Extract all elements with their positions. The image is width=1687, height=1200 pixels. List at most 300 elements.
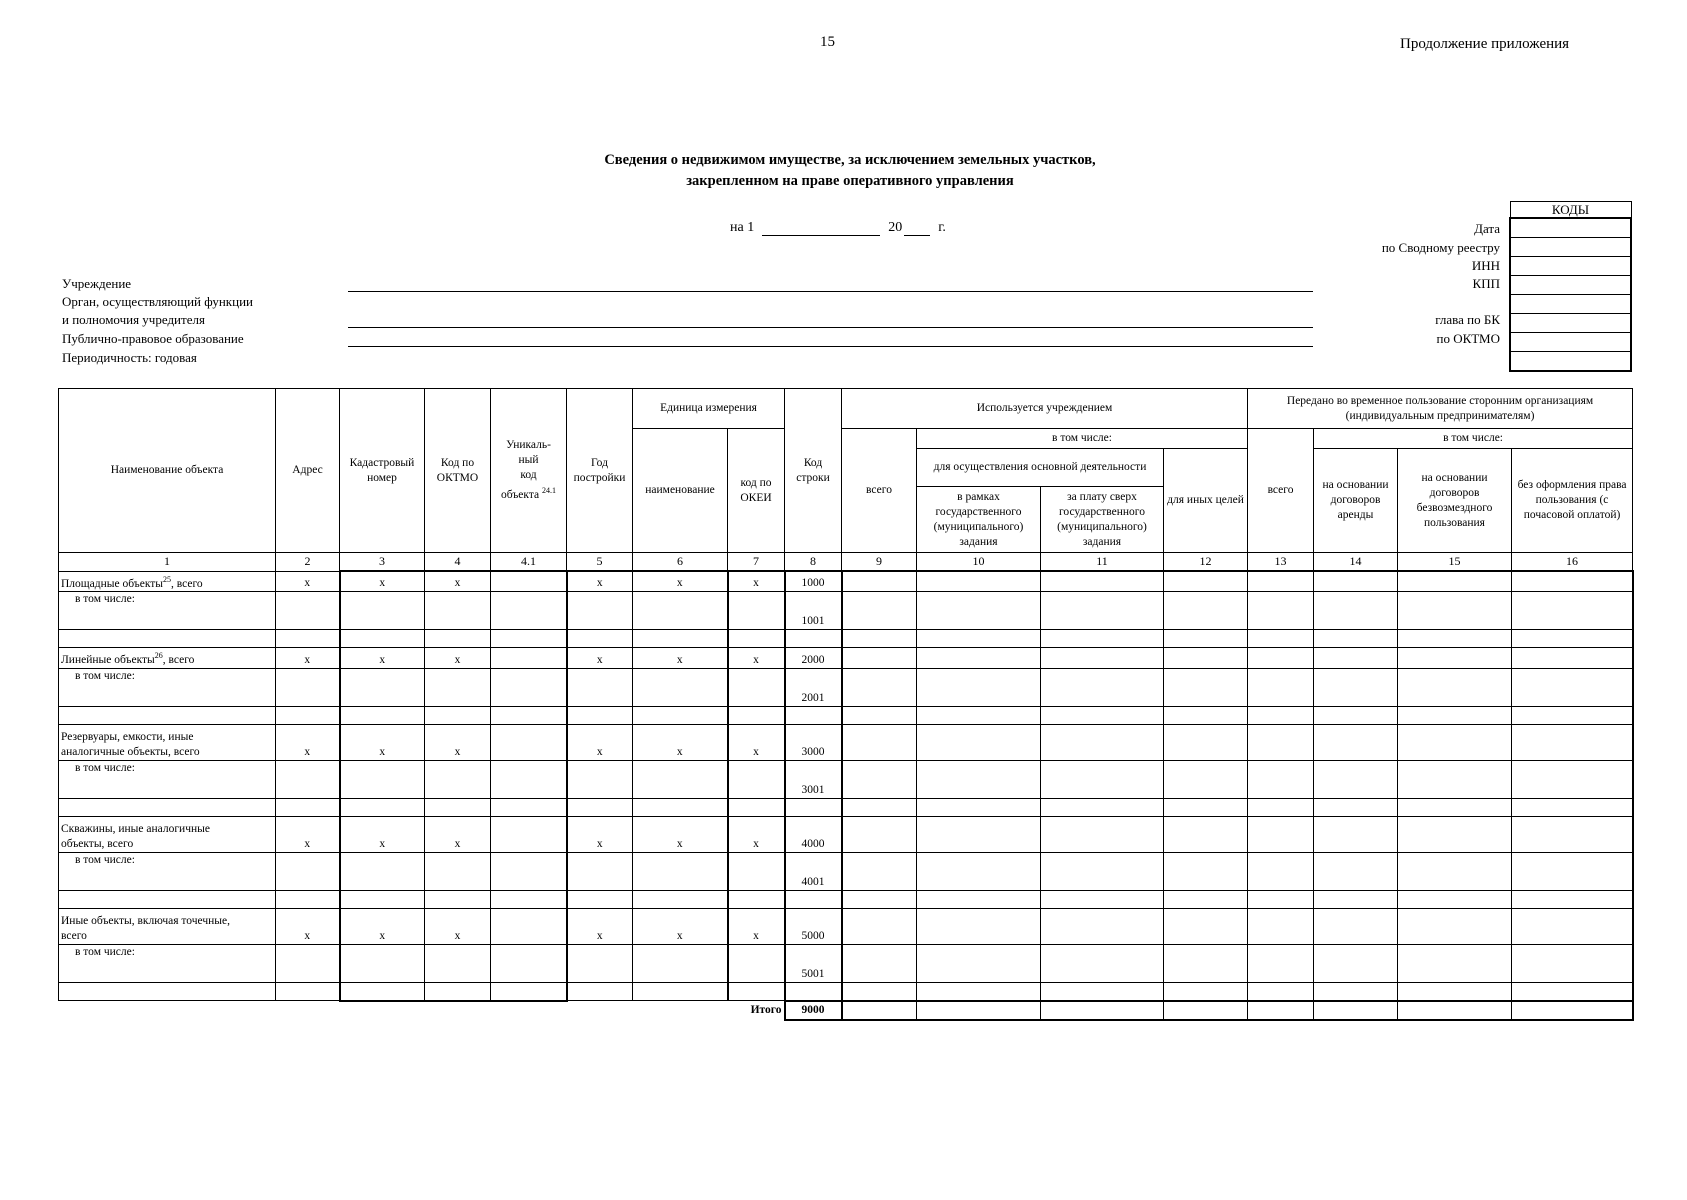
header-used-group: Используется учреждением — [842, 389, 1248, 429]
value-cell[interactable] — [842, 630, 917, 648]
value-cell[interactable] — [633, 761, 728, 799]
value-cell[interactable] — [1512, 945, 1633, 983]
value-cell[interactable] — [917, 817, 1041, 853]
value-cell[interactable] — [1398, 891, 1512, 909]
header-unit-group: Единица измерения — [633, 389, 785, 429]
value-cell[interactable] — [1248, 630, 1314, 648]
municipality-label: Публично-правовое образование — [62, 331, 244, 346]
value-cell[interactable] — [1398, 669, 1512, 707]
value-cell[interactable] — [1248, 669, 1314, 707]
value-cell[interactable] — [1248, 799, 1314, 817]
code-bk-cell[interactable] — [1510, 314, 1631, 333]
value-cell[interactable] — [425, 669, 491, 707]
value-cell[interactable] — [1248, 945, 1314, 983]
value-cell[interactable] — [59, 630, 276, 648]
x-mark-cell: x — [340, 909, 425, 945]
value-cell[interactable] — [1041, 983, 1164, 1001]
value-cell[interactable] — [1248, 891, 1314, 909]
value-cell[interactable] — [276, 945, 340, 983]
value-cell[interactable] — [1398, 799, 1512, 817]
value-cell[interactable] — [842, 817, 917, 853]
empty-cell — [567, 1001, 633, 1020]
value-cell[interactable] — [59, 891, 276, 909]
header-unique-code: Уникаль- ный код объекта $^{24.1}$ — [491, 389, 567, 553]
value-cell[interactable] — [1041, 817, 1164, 853]
code-oktmo-cell[interactable] — [1510, 333, 1631, 352]
value-cell[interactable] — [1314, 891, 1398, 909]
value-cell[interactable] — [1164, 945, 1248, 983]
value-cell[interactable] — [1314, 707, 1398, 725]
value-cell[interactable] — [1512, 853, 1633, 891]
date-code-label: Дата — [1474, 221, 1500, 236]
x-mark-cell: x — [340, 817, 425, 853]
value-cell[interactable] — [1314, 571, 1398, 592]
x-mark-cell: x — [728, 571, 785, 592]
value-cell[interactable] — [1164, 571, 1248, 592]
value-cell[interactable] — [425, 592, 491, 630]
header-address: Адрес — [276, 389, 340, 553]
date-year-field[interactable] — [904, 221, 930, 236]
row-code-cell: 1001 — [785, 592, 842, 630]
date-day-month-field[interactable] — [762, 221, 880, 236]
value-cell[interactable] — [728, 983, 785, 1001]
value-cell[interactable] — [425, 630, 491, 648]
total-row — [59, 1001, 1633, 1020]
value-cell[interactable] — [491, 983, 567, 1001]
x-mark-cell: x — [276, 909, 340, 945]
founder-label-line1: Орган, осуществляющий функции — [62, 294, 253, 309]
codes-box — [1509, 201, 1632, 372]
value-cell[interactable] — [491, 761, 567, 799]
value-cell[interactable] — [1164, 630, 1248, 648]
value-cell[interactable] — [633, 630, 728, 648]
table-row — [59, 761, 1633, 799]
value-cell[interactable] — [276, 853, 340, 891]
table-row — [59, 571, 1633, 592]
value-cell[interactable] — [276, 761, 340, 799]
value-cell[interactable] — [917, 799, 1041, 817]
value-cell[interactable] — [1248, 707, 1314, 725]
code-registry-cell[interactable] — [1510, 238, 1631, 257]
value-cell[interactable] — [1164, 725, 1248, 761]
value-cell[interactable] — [1398, 648, 1512, 669]
value-cell[interactable] — [491, 799, 567, 817]
x-mark-cell: x — [425, 648, 491, 669]
value-cell[interactable] — [728, 891, 785, 909]
value-cell[interactable] — [567, 891, 633, 909]
column-number: 15 — [1398, 553, 1512, 572]
value-cell[interactable] — [728, 853, 785, 891]
row-code-cell: 3000 — [785, 725, 842, 761]
x-mark-cell: x — [728, 725, 785, 761]
value-cell[interactable] — [276, 891, 340, 909]
value-cell[interactable] — [1041, 725, 1164, 761]
header-used-total: всего — [842, 429, 917, 553]
value-cell[interactable] — [842, 669, 917, 707]
value-cell[interactable] — [567, 707, 633, 725]
value-cell[interactable] — [633, 592, 728, 630]
value-cell[interactable] — [842, 891, 917, 909]
column-number: 3 — [340, 553, 425, 572]
value-cell[interactable] — [917, 669, 1041, 707]
report-date-line — [730, 220, 946, 236]
group-name: Резервуары, емкости, иные аналогичные объекты, всего — [59, 725, 276, 761]
value-cell[interactable] — [1512, 725, 1633, 761]
value-cell[interactable] — [1314, 983, 1398, 1001]
column-number: 6 — [633, 553, 728, 572]
x-mark-cell: x — [728, 648, 785, 669]
value-cell[interactable] — [1164, 799, 1248, 817]
value-cell[interactable] — [491, 707, 567, 725]
founder-field[interactable] — [348, 327, 1313, 328]
code-blank-cell[interactable] — [1510, 295, 1631, 314]
x-mark-cell: x — [567, 725, 633, 761]
column-number: 8 — [785, 553, 842, 572]
value-cell[interactable] — [1398, 853, 1512, 891]
value-cell[interactable] — [1164, 891, 1248, 909]
value-cell[interactable] — [59, 799, 276, 817]
value-cell[interactable] — [340, 983, 425, 1001]
value-cell[interactable] — [1512, 669, 1633, 707]
header-used-other: для иных целей — [1164, 449, 1248, 553]
x-mark-cell: x — [633, 725, 728, 761]
value-cell[interactable] — [1398, 630, 1512, 648]
property-table — [58, 388, 1634, 1021]
value-cell[interactable] — [917, 630, 1041, 648]
value-cell[interactable] — [567, 799, 633, 817]
x-mark-cell: x — [633, 909, 728, 945]
value-cell[interactable] — [1512, 983, 1633, 1001]
total-value-cell[interactable] — [1314, 1001, 1398, 1020]
group-name: Линейные объекты$^{26}$, всего — [59, 648, 276, 669]
value-cell[interactable] — [1041, 853, 1164, 891]
value-cell[interactable] — [1164, 707, 1248, 725]
value-cell[interactable] — [842, 909, 917, 945]
row-code-cell: 3001 — [785, 761, 842, 799]
value-cell[interactable] — [1398, 592, 1512, 630]
value-cell[interactable] — [1512, 707, 1633, 725]
value-cell[interactable] — [1512, 648, 1633, 669]
value-cell[interactable] — [633, 707, 728, 725]
value-cell[interactable] — [633, 945, 728, 983]
value-cell[interactable] — [567, 761, 633, 799]
value-cell[interactable] — [491, 891, 567, 909]
value-cell[interactable] — [1248, 817, 1314, 853]
value-cell — [785, 799, 842, 817]
oktmo-label: по ОКТМО — [1436, 331, 1500, 346]
value-cell[interactable] — [917, 571, 1041, 592]
date-suffix: г. — [938, 220, 946, 235]
value-cell[interactable] — [340, 669, 425, 707]
header-transfer-none: без оформления права пользования (с почасовой оплатой) — [1512, 449, 1633, 553]
value-cell[interactable] — [633, 799, 728, 817]
value-cell[interactable] — [1164, 669, 1248, 707]
value-cell[interactable] — [1041, 592, 1164, 630]
value-cell[interactable] — [1512, 761, 1633, 799]
value-cell[interactable] — [917, 648, 1041, 669]
value-cell[interactable] — [728, 945, 785, 983]
value-cell[interactable] — [491, 945, 567, 983]
value-cell[interactable] — [491, 853, 567, 891]
table-row — [59, 983, 1633, 1001]
value-cell[interactable] — [917, 983, 1041, 1001]
value-cell[interactable] — [491, 669, 567, 707]
value-cell[interactable] — [425, 799, 491, 817]
value-cell[interactable] — [728, 761, 785, 799]
value-cell[interactable] — [842, 799, 917, 817]
value-cell[interactable] — [1314, 945, 1398, 983]
value-cell[interactable] — [842, 707, 917, 725]
total-value-cell[interactable] — [1398, 1001, 1512, 1020]
value-cell[interactable] — [1512, 909, 1633, 945]
header-transfer-free: на основании договоров безвозмездного пользования — [1398, 449, 1512, 553]
value-cell[interactable] — [1314, 669, 1398, 707]
x-mark-cell: x — [276, 817, 340, 853]
value-cell[interactable] — [1041, 669, 1164, 707]
total-value-cell[interactable] — [1248, 1001, 1314, 1020]
header-transfer-total: всего — [1248, 429, 1314, 553]
value-cell[interactable] — [633, 983, 728, 1001]
value-cell[interactable] — [1512, 891, 1633, 909]
total-value-cell[interactable] — [1512, 1001, 1633, 1020]
value-cell[interactable] — [842, 571, 917, 592]
value-cell[interactable] — [340, 761, 425, 799]
x-mark-cell: x — [567, 817, 633, 853]
value-cell[interactable] — [1041, 909, 1164, 945]
value-cell[interactable] — [1041, 648, 1164, 669]
value-cell[interactable] — [1314, 725, 1398, 761]
registry-code-label: по Сводному реестру — [1381, 240, 1500, 255]
value-cell[interactable] — [1314, 761, 1398, 799]
empty-cell — [633, 1001, 728, 1020]
empty-cell — [425, 1001, 491, 1020]
unique-code-cell — [491, 725, 567, 761]
value-cell[interactable] — [1398, 571, 1512, 592]
total-value-cell[interactable] — [1164, 1001, 1248, 1020]
value-cell[interactable] — [425, 853, 491, 891]
value-cell[interactable] — [1164, 983, 1248, 1001]
value-cell[interactable] — [728, 592, 785, 630]
value-cell[interactable] — [917, 725, 1041, 761]
inn-label: ИНН — [1471, 258, 1500, 273]
value-cell[interactable] — [1314, 909, 1398, 945]
value-cell[interactable] — [842, 648, 917, 669]
value-cell[interactable] — [340, 891, 425, 909]
sub-label: в том числе: — [59, 761, 276, 799]
value-cell[interactable] — [1164, 761, 1248, 799]
value-cell[interactable] — [1512, 630, 1633, 648]
value-cell[interactable] — [276, 630, 340, 648]
value-cell[interactable] — [917, 945, 1041, 983]
value-cell[interactable] — [728, 707, 785, 725]
value-cell[interactable] — [917, 592, 1041, 630]
value-cell[interactable] — [1041, 891, 1164, 909]
value-cell[interactable] — [567, 945, 633, 983]
value-cell[interactable] — [1041, 799, 1164, 817]
value-cell[interactable] — [340, 592, 425, 630]
value-cell[interactable] — [340, 799, 425, 817]
value-cell[interactable] — [1164, 817, 1248, 853]
value-cell[interactable] — [340, 945, 425, 983]
table-row — [59, 945, 1633, 983]
value-cell[interactable] — [917, 761, 1041, 799]
value-cell[interactable] — [567, 983, 633, 1001]
value-cell[interactable] — [1164, 909, 1248, 945]
form-title-line2: закрепленном на праве оперативного управления — [686, 173, 1014, 189]
total-value-cell[interactable] — [1041, 1001, 1164, 1020]
value-cell[interactable] — [1314, 799, 1398, 817]
value-cell[interactable] — [917, 707, 1041, 725]
code-kpp-cell[interactable] — [1510, 276, 1631, 295]
value-cell[interactable] — [491, 592, 567, 630]
value-cell[interactable] — [728, 630, 785, 648]
value-cell[interactable] — [842, 761, 917, 799]
value-cell[interactable] — [1398, 725, 1512, 761]
x-mark-cell: x — [276, 725, 340, 761]
value-cell[interactable] — [842, 983, 917, 1001]
value-cell[interactable] — [567, 669, 633, 707]
value-cell[interactable] — [842, 725, 917, 761]
column-number: 16 — [1512, 553, 1633, 572]
code-extra-cell[interactable] — [1510, 352, 1631, 372]
header-name: Наименование объекта — [59, 389, 276, 553]
value-cell[interactable] — [728, 669, 785, 707]
value-cell[interactable] — [1041, 707, 1164, 725]
value-cell[interactable] — [1041, 630, 1164, 648]
column-number: 4 — [425, 553, 491, 572]
unique-code-cell — [491, 909, 567, 945]
value-cell[interactable] — [1398, 761, 1512, 799]
value-cell[interactable] — [842, 592, 917, 630]
total-value-cell[interactable] — [917, 1001, 1041, 1020]
value-cell[interactable] — [340, 853, 425, 891]
value-cell — [785, 630, 842, 648]
empty-cell — [59, 1001, 276, 1020]
x-mark-cell: x — [425, 725, 491, 761]
value-cell[interactable] — [633, 853, 728, 891]
value-cell[interactable] — [1398, 945, 1512, 983]
value-cell[interactable] — [633, 669, 728, 707]
value-cell[interactable] — [425, 945, 491, 983]
x-mark-cell: x — [425, 909, 491, 945]
value-cell[interactable] — [276, 592, 340, 630]
value-cell[interactable] — [1512, 571, 1633, 592]
municipality-field[interactable] — [348, 346, 1313, 347]
value-cell[interactable] — [1164, 592, 1248, 630]
column-number: 9 — [842, 553, 917, 572]
value-cell[interactable] — [1398, 817, 1512, 853]
code-date-cell[interactable] — [1510, 218, 1631, 238]
value-cell[interactable] — [917, 909, 1041, 945]
value-cell[interactable] — [1164, 853, 1248, 891]
unique-code-cell — [491, 817, 567, 853]
x-mark-cell: x — [633, 817, 728, 853]
value-cell[interactable] — [633, 891, 728, 909]
value-cell[interactable] — [59, 707, 276, 725]
value-cell[interactable] — [1248, 648, 1314, 669]
value-cell[interactable] — [1512, 817, 1633, 853]
value-cell[interactable] — [340, 630, 425, 648]
row-code-cell: 2001 — [785, 669, 842, 707]
value-cell[interactable] — [567, 853, 633, 891]
header-unit-name: наименование — [633, 429, 728, 553]
value-cell[interactable] — [1398, 909, 1512, 945]
value-cell[interactable] — [276, 707, 340, 725]
value-cell[interactable] — [1314, 592, 1398, 630]
value-cell[interactable] — [276, 983, 340, 1001]
value-cell[interactable] — [1314, 630, 1398, 648]
value-cell[interactable] — [1041, 761, 1164, 799]
header-cadastral: Кадастровый номер — [340, 389, 425, 553]
value-cell[interactable] — [1248, 571, 1314, 592]
value-cell[interactable] — [1398, 983, 1512, 1001]
group-name: Площадные объекты$^{25}$, всего — [59, 571, 276, 592]
value-cell[interactable] — [425, 707, 491, 725]
value-cell[interactable] — [1041, 945, 1164, 983]
table-row — [59, 669, 1633, 707]
value-cell[interactable] — [1512, 799, 1633, 817]
value-cell[interactable] — [425, 891, 491, 909]
value-cell[interactable] — [491, 630, 567, 648]
value-cell[interactable] — [425, 761, 491, 799]
value-cell[interactable] — [917, 853, 1041, 891]
institution-field[interactable] — [348, 291, 1313, 292]
value-cell[interactable] — [59, 983, 276, 1001]
x-mark-cell: x — [425, 817, 491, 853]
date-prefix: на 1 — [730, 220, 755, 235]
x-mark-cell: x — [340, 725, 425, 761]
header-year: Год постройки — [567, 389, 633, 553]
value-cell[interactable] — [1041, 571, 1164, 592]
header-transfer-rent: на основании договоров аренды — [1314, 449, 1398, 553]
value-cell[interactable] — [567, 592, 633, 630]
total-value-cell[interactable] — [842, 1001, 917, 1020]
value-cell[interactable] — [1248, 983, 1314, 1001]
value-cell[interactable] — [340, 707, 425, 725]
header-used-paid: за плату сверх государственного (муниципального) задания — [1041, 487, 1164, 553]
table-row — [59, 909, 1633, 945]
value-cell[interactable] — [842, 945, 917, 983]
value-cell[interactable] — [276, 799, 340, 817]
value-cell[interactable] — [1314, 648, 1398, 669]
value-cell[interactable] — [1314, 817, 1398, 853]
value-cell[interactable] — [1248, 909, 1314, 945]
unique-code-cell — [491, 571, 567, 592]
value-cell[interactable] — [276, 669, 340, 707]
sub-label: в том числе: — [59, 945, 276, 983]
value-cell[interactable] — [1248, 592, 1314, 630]
value-cell[interactable] — [1248, 853, 1314, 891]
header-unit-okei: код по ОКЕИ — [728, 429, 785, 553]
value-cell[interactable] — [1248, 725, 1314, 761]
value-cell[interactable] — [917, 891, 1041, 909]
value-cell[interactable] — [425, 983, 491, 1001]
value-cell[interactable] — [1314, 853, 1398, 891]
value-cell[interactable] — [842, 853, 917, 891]
value-cell[interactable] — [1248, 761, 1314, 799]
table-row — [59, 592, 1633, 630]
value-cell[interactable] — [1512, 592, 1633, 630]
x-mark-cell: x — [425, 571, 491, 592]
value-cell[interactable] — [1164, 648, 1248, 669]
periodicity-label: Периодичность: годовая — [62, 350, 197, 365]
value-cell[interactable] — [567, 630, 633, 648]
value-cell[interactable] — [728, 799, 785, 817]
header-transfer-incl: в том числе: — [1314, 429, 1633, 449]
value-cell[interactable] — [1398, 707, 1512, 725]
x-mark-cell: x — [276, 648, 340, 669]
code-inn-cell[interactable] — [1510, 257, 1631, 276]
